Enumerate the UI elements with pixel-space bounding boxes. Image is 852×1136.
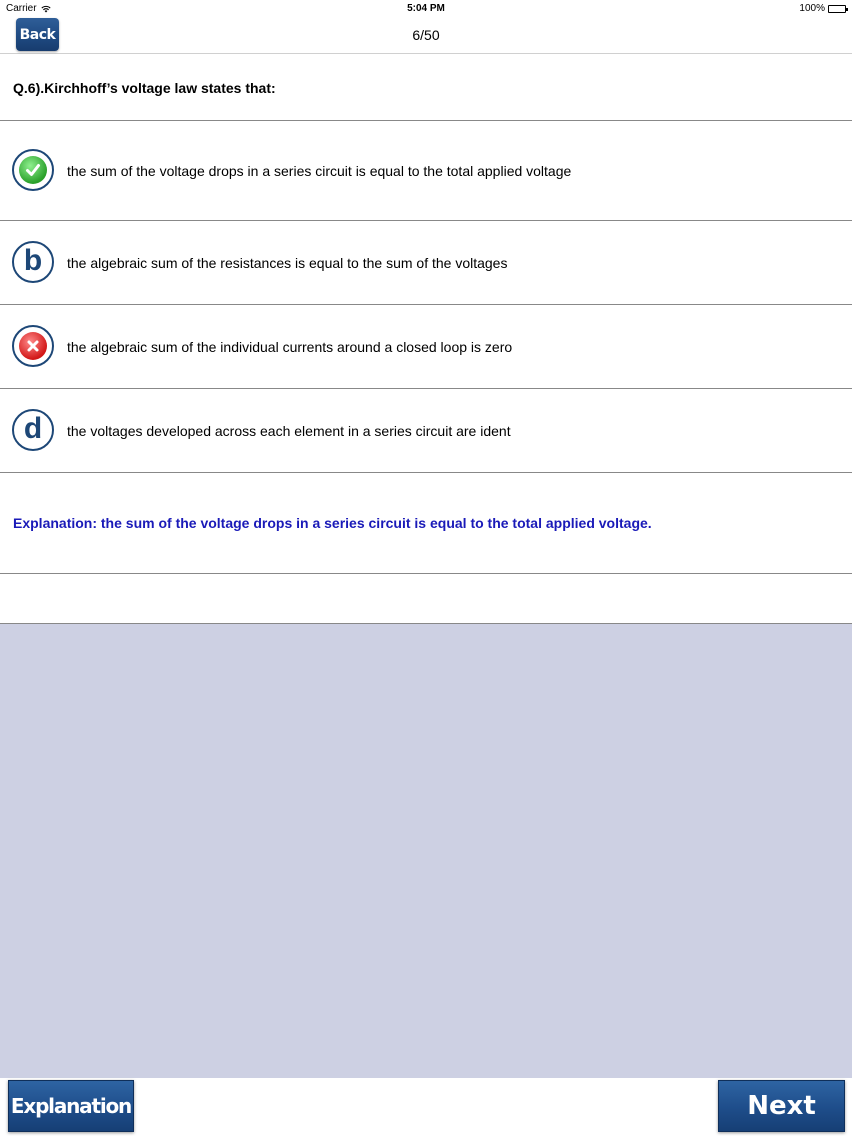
content-background (0, 624, 852, 1078)
question-text: Q.6).Kirchhoff’s voltage law states that: (13, 80, 276, 96)
explanation-row (0, 473, 852, 574)
back-button[interactable]: Back (16, 18, 59, 51)
question-counter: 6/50 (412, 27, 440, 43)
option-d[interactable] (0, 389, 852, 473)
option-a-text: the sum of the voltage drops in a series circuit is equal to the total applied voltage (67, 163, 572, 179)
battery-percent: 100% (799, 3, 825, 14)
carrier-label: Carrier (6, 3, 37, 14)
battery-group (799, 3, 846, 14)
letter-d-icon (12, 409, 54, 451)
nav-bar (0, 17, 852, 54)
explanation-button[interactable]: Explanation (8, 1080, 134, 1132)
clock: 5:04 PM (407, 3, 445, 14)
option-c[interactable] (0, 305, 852, 389)
letter-b-icon (12, 241, 54, 283)
option-b-letter: b (23, 243, 43, 277)
battery-icon (828, 5, 846, 13)
option-b-text: the algebraic sum of the resistances is equal to the sum of the voltages (67, 255, 508, 271)
status-bar (0, 0, 852, 17)
next-button[interactable]: Next (718, 1080, 845, 1132)
check-icon (19, 156, 47, 184)
option-a-badge (12, 149, 54, 191)
option-a[interactable] (0, 121, 852, 221)
question-row (0, 54, 852, 121)
option-d-text: the voltages developed across each element in a series circuit are ident (67, 423, 511, 439)
bottom-toolbar (0, 1078, 852, 1136)
explanation-text: Explanation: the sum of the voltage drops in a series circuit is equal to the total applied voltage. (13, 515, 652, 531)
cross-icon (19, 332, 47, 360)
option-c-badge (12, 325, 54, 367)
option-b[interactable] (0, 221, 852, 305)
option-d-letter: d (23, 411, 43, 445)
option-c-text: the algebraic sum of the individual currents around a closed loop is zero (67, 339, 513, 355)
empty-row (0, 574, 852, 624)
